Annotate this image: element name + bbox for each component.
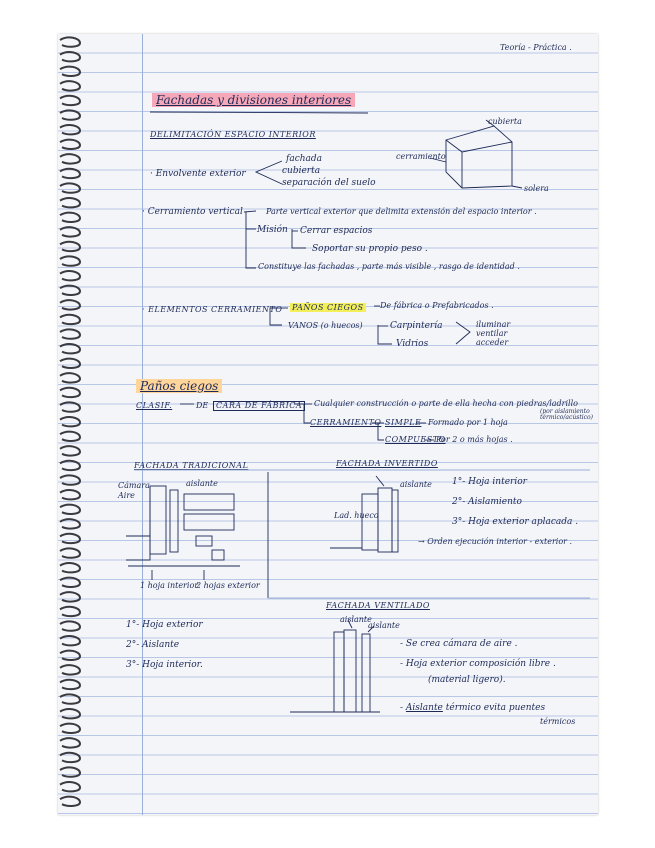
envolvente-label: · Envolvente exterior <box>150 169 246 179</box>
panos-heading: Paños ciegos <box>136 380 222 392</box>
inv-note: → Orden ejecución interior - exterior . <box>418 537 573 546</box>
header-note: Teoría - Práctica . <box>500 43 572 52</box>
label-cubierta: cubierta <box>488 117 522 126</box>
carpinteria-label: Carpintería <box>390 321 443 331</box>
de-label: DE <box>196 401 209 410</box>
simple-tag: SIMPLE <box>385 418 422 427</box>
mision-item-1: Cerrar espacios <box>300 226 373 236</box>
item-fachada: fachada <box>286 154 323 164</box>
cerramiento-label: · Cerramiento vertical <box>142 207 243 217</box>
compuesto-to: Por 2 o más hojas . <box>436 435 513 444</box>
delimitacion-heading: DELIMITACIÓN ESPACIO INTERIOR <box>150 130 316 139</box>
label-solera: solera <box>524 184 549 193</box>
panos-ciegos-tag: PAÑOS CIEGOS <box>292 303 364 312</box>
vent-aislante-note: - Aislante térmico evita puentes <box>400 703 546 713</box>
vent-note-2: - Hoja exterior composición libre . <box>400 659 556 669</box>
constituye-text: Constituye las fachadas , parte más visible , rasgo de identidad . <box>258 262 520 271</box>
vanos-tag: VANOS (o huecos) <box>288 321 363 330</box>
elementos-label: · ELEMENTOS CERRAMIENTO <box>142 305 283 314</box>
ciegos-to: De fábrica o Prefabricados . <box>380 301 494 310</box>
compuesto-tag: COMPUESTO <box>385 435 446 444</box>
trad-aire: Aire <box>118 491 135 500</box>
inv-label: Lad. hueco <box>334 511 379 520</box>
vent-note-3: (material ligero). <box>428 675 506 685</box>
vent-termicos: térmicos <box>540 717 576 726</box>
page-title: Fachadas y divisiones interiores <box>152 94 355 106</box>
item-cubierta: cubierta <box>282 166 321 176</box>
vidrios-label: Vidrios <box>396 339 429 349</box>
label-cerramiento: cerramiento <box>396 152 446 161</box>
trad-aislante: aislante <box>186 479 218 488</box>
trad-hoja-int: 1 hoja interior <box>140 581 199 590</box>
trad-camara: Cámara <box>118 481 150 490</box>
vent-aislante-2: aislante <box>368 621 400 630</box>
item-separacion: separación del suelo <box>282 178 376 188</box>
funcion-acceder: acceder <box>476 338 509 347</box>
inv-list-3: 3°- Hoja exterior aplacada . <box>452 517 579 527</box>
cara-fabrica-box: CARA DE FÁBRICA <box>213 401 305 411</box>
tradicional-heading: FACHADA TRADICIONAL <box>134 461 249 470</box>
trad-list-1: 1°- Hoja exterior <box>126 620 203 630</box>
vent-note-1: - Se crea cámara de aire . <box>400 639 518 649</box>
trad-list-2: 2°- Aislante <box>126 640 180 650</box>
trad-list-3: 3°- Hoja interior. <box>126 660 203 670</box>
inv-list-1: 1°- Hoja interior <box>452 477 527 487</box>
cerramiento-tag: CERRAMIENTO <box>310 418 382 427</box>
clasif-label: CLASIF. <box>136 401 173 410</box>
invertido-heading: FACHADA INVERTIDO <box>336 459 438 468</box>
vent-aislante-1: aislante <box>340 615 372 624</box>
simple-to: Formado por 1 hoja <box>428 418 508 427</box>
inv-aislante: aislante <box>400 480 432 489</box>
inv-list-2: 2°- Aislamiento <box>452 497 522 507</box>
aside-note: (por aislamiento térmico/acústico) <box>540 408 593 421</box>
cerramiento-def: Parte vertical exterior que delimita extensión del espacio interior . <box>266 207 537 216</box>
funcion-ventilar: ventilar <box>476 329 508 338</box>
funcion-iluminar: iluminar <box>476 320 511 329</box>
mision-label: Misión <box>257 225 288 235</box>
cualquier-text: Cualquier construcción o parte de ella hecha con piedras/ladrillo <box>314 399 578 408</box>
trad-hojas-ext: 2 hojas exterior <box>196 581 260 590</box>
ventilado-heading: FACHADA VENTILADO <box>326 601 430 610</box>
mision-item-2: Soportar su propio peso . <box>312 244 428 254</box>
